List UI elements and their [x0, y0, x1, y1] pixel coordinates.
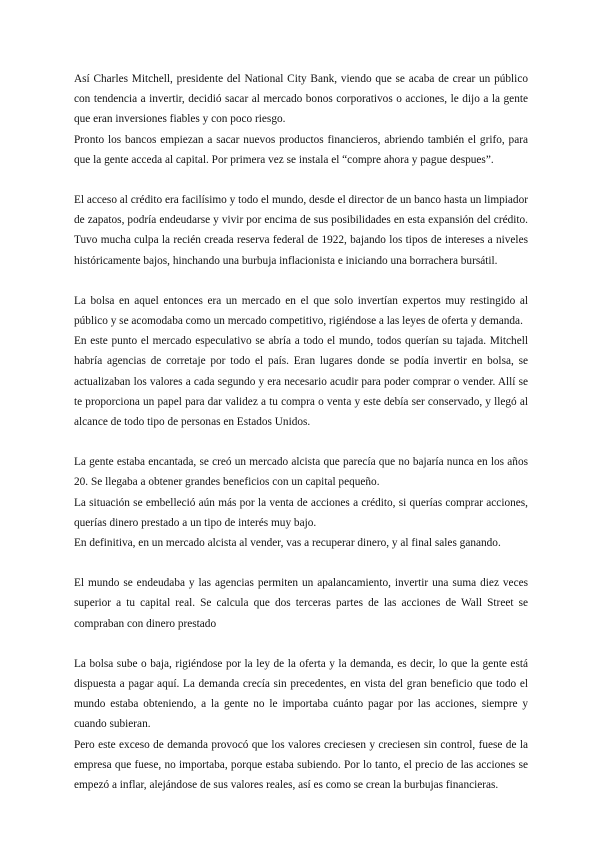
text-block [74, 452, 528, 553]
paragraph: Así Charles Mitchell, presidente del National City Bank, viendo que se acaba de crear un público con tendencia a invertir, decidió sacar al mercado bonos corporativos o acciones, le dijo a la gente que eran inversiones fiables y con poco riesgo. [74, 73, 528, 126]
text-block [74, 573, 528, 634]
paragraph: Pronto los bancos empiezan a sacar nuevos productos financieros, abriendo también el grifo, para que la gente acceda al capital. Por primera vez se instala el “compre ahora y pague despues”. [74, 133, 528, 166]
paragraph: La bolsa en aquel entonces era un mercado en el que solo invertían expertos muy restingido al público y se acomodaba como un mercado competitivo, rigiéndose a las leyes de oferta y demanda. [74, 294, 528, 328]
paragraph: En definitiva, en un mercado alcista al vender, vas a recuperar dinero, y al final sales ganando. [74, 537, 501, 550]
paragraph: El mundo se endeudaba y las agencias permiten un apalancamiento, invertir una suma diez veces superior a tu capital real. Se calcula que dos terceras partes de las acciones de Wall Street se compraban con dinero prestado [74, 577, 528, 630]
text-block [74, 190, 528, 271]
document-body [74, 69, 528, 815]
paragraph: El acceso al crédito era facilísimo y todo el mundo, desde el director de un banco hasta un limpiador de zapatos, podría endeudarse y vivir por encima de sus posibilidades en esta expansión del crédito. Tuvo mucha culpa la recién creada reserva federal de 1922, bajando los tipos de intereses a niveles históricamente bajos, hinchando una burbuja inflacionista e iniciando una borrachera bursátil. [74, 194, 528, 267]
paragraph: La bolsa sube o baja, rigiéndose por la ley de la oferta y la demanda, es decir, lo que la gente está dispuesta a pagar aquí. La demanda crecía sin precedentes, en vista del gran beneficio que todo el mundo estaba obteniendo, a la gente no le importaba cuánto pagar por las acciones, siempre y cuando subieran. [74, 657, 528, 731]
paragraph: En este punto el mercado especulativo se abría a todo el mundo, todos querían su tajada. Mitchell habría agencias de corretaje por todo el país. Eran lugares donde se podía invertir en bolsa, se actualizaban los valores a cada segundo y era necesario acudir para poder comprar o vender. Allí se te proporciona un papel para dar validez a tu compra o venta y este debía ser conservado, y llegó al alcance de todo tipo de personas en Estados Unidos. [74, 335, 528, 429]
paragraph: La situación se embelleció aún más por la venta de acciones a crédito, si querías comprar acciones, querías dinero prestado a un tipo de interés muy bajo. [74, 496, 528, 529]
text-block [74, 69, 528, 170]
text-block [74, 654, 528, 795]
paragraph: La gente estaba encantada, se creó un mercado alcista que parecía que no bajaría nunca en los años 20. Se llegaba a obtener grandes beneficios con un capital pequeño. [74, 456, 528, 489]
paragraph: Pero este exceso de demanda provocó que los valores creciesen y creciesen sin control, fuese de la empresa que fuese, no importaba, porque estaba subiendo. Por lo tanto, el precio de las acciones se empezó a inflar, alejándose de sus valores reales, así es como se crean la burbujas financieras. [74, 738, 528, 792]
text-block [74, 291, 528, 432]
